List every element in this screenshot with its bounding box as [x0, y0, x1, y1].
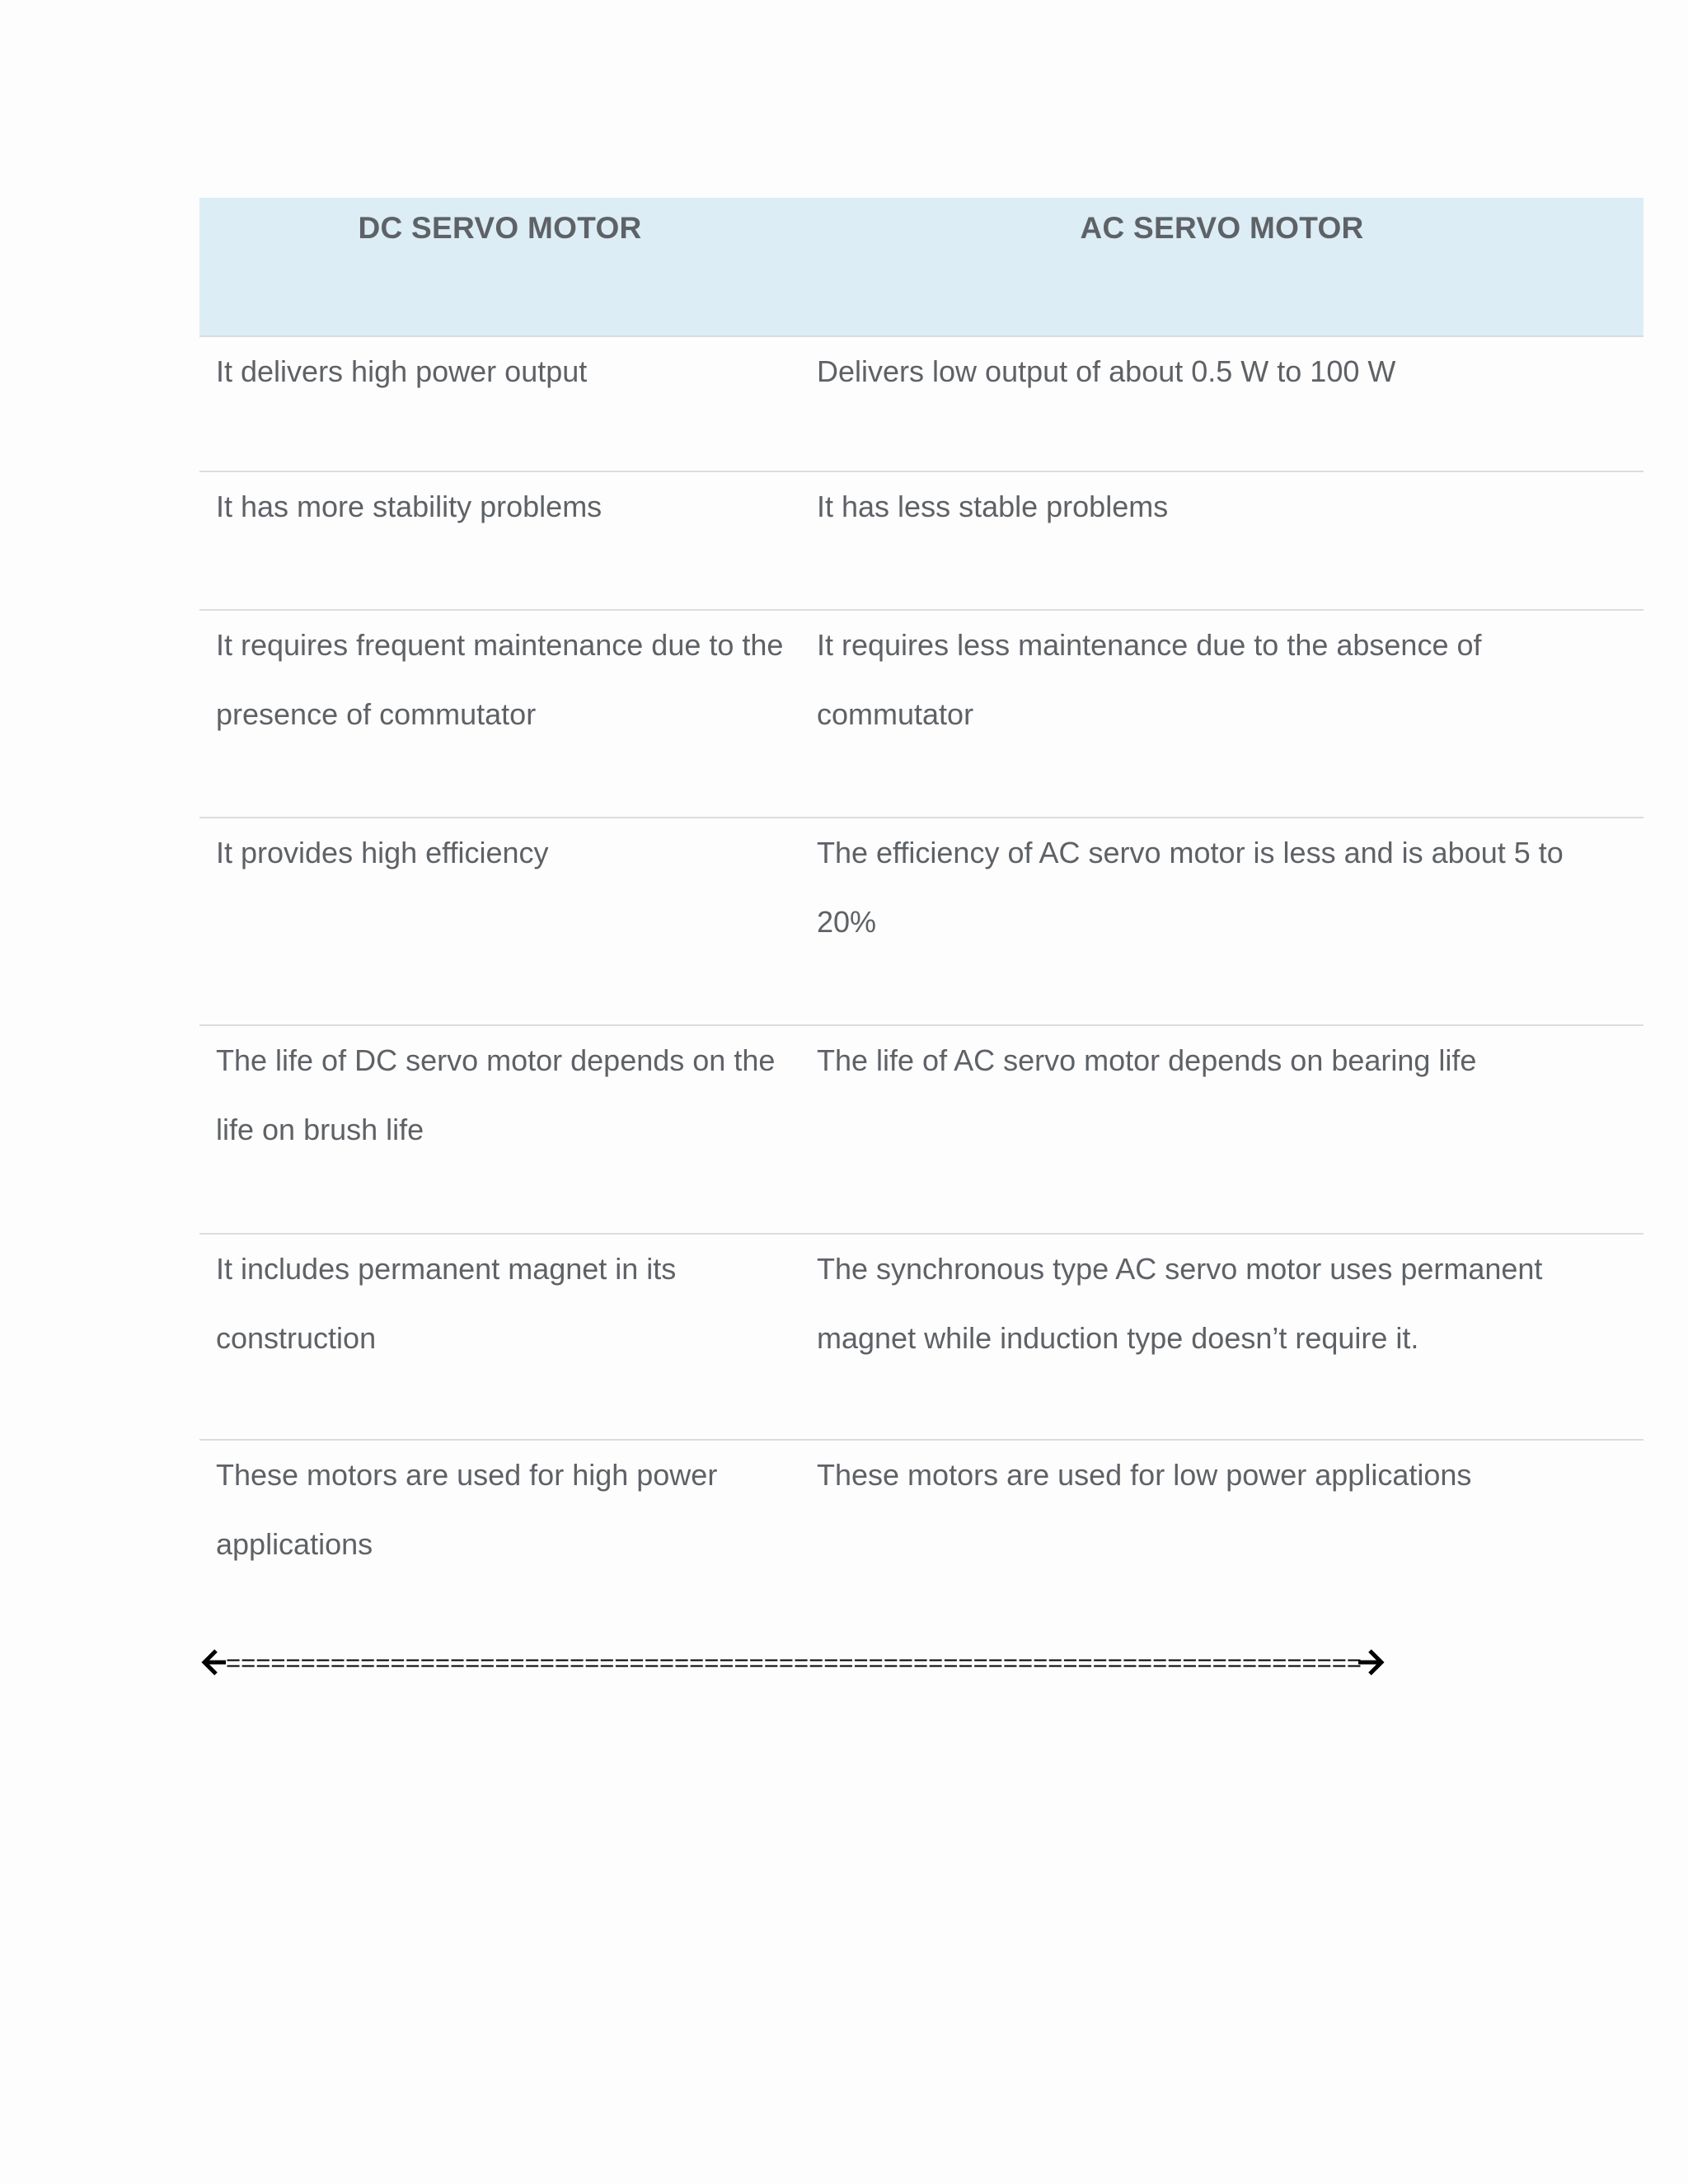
ac-cell: The synchronous type AC servo motor uses permanent magnet while induction type doesn’t require it. [800, 1234, 1643, 1440]
comparison-table [199, 198, 1643, 1621]
comparison-table-container [199, 198, 1643, 1621]
table-row [199, 1234, 1643, 1440]
dc-cell: It requires frequent maintenance due to the presence of commutator [199, 610, 800, 818]
dc-cell: It has more stability problems [199, 471, 800, 610]
table-row [199, 1025, 1643, 1234]
arrow-divider [201, 1646, 1437, 1679]
ac-cell: Delivers low output of about 0.5 W to 100 W [800, 336, 1643, 471]
table-row [199, 1440, 1643, 1621]
table-row [199, 610, 1643, 818]
table-row [199, 818, 1643, 1025]
right-arrow-icon [1358, 1651, 1432, 1674]
dc-cell: The life of DC servo motor depends on the life on brush life [199, 1025, 800, 1234]
table-row [199, 471, 1643, 610]
ac-cell: The efficiency of AC servo motor is less and is about 5 to 20% [800, 818, 1643, 1025]
header-ac-servo-motor: AC SERVO MOTOR [1080, 211, 1364, 245]
table-row [199, 336, 1643, 471]
left-arrow-icon [204, 1651, 226, 1674]
arrow-divider-graphic [201, 1646, 1437, 1679]
ac-cell: These motors are used for low power applications [800, 1440, 1643, 1621]
dc-cell: It delivers high power output [199, 336, 800, 471]
ac-cell: It has less stable problems [800, 471, 1643, 610]
dc-cell: It provides high efficiency [199, 818, 800, 1025]
dc-cell: These motors are used for high power applications [199, 1440, 800, 1621]
ac-cell: The life of AC servo motor depends on bearing life [800, 1025, 1643, 1234]
header-dc-servo-motor: DC SERVO MOTOR [358, 211, 642, 245]
table-header-row [199, 198, 1643, 336]
ac-cell: It requires less maintenance due to the absence of commutator [800, 610, 1643, 818]
dc-cell: It includes permanent magnet in its construction [199, 1234, 800, 1440]
divider-equals: ============================================================================ [226, 1650, 1362, 1675]
